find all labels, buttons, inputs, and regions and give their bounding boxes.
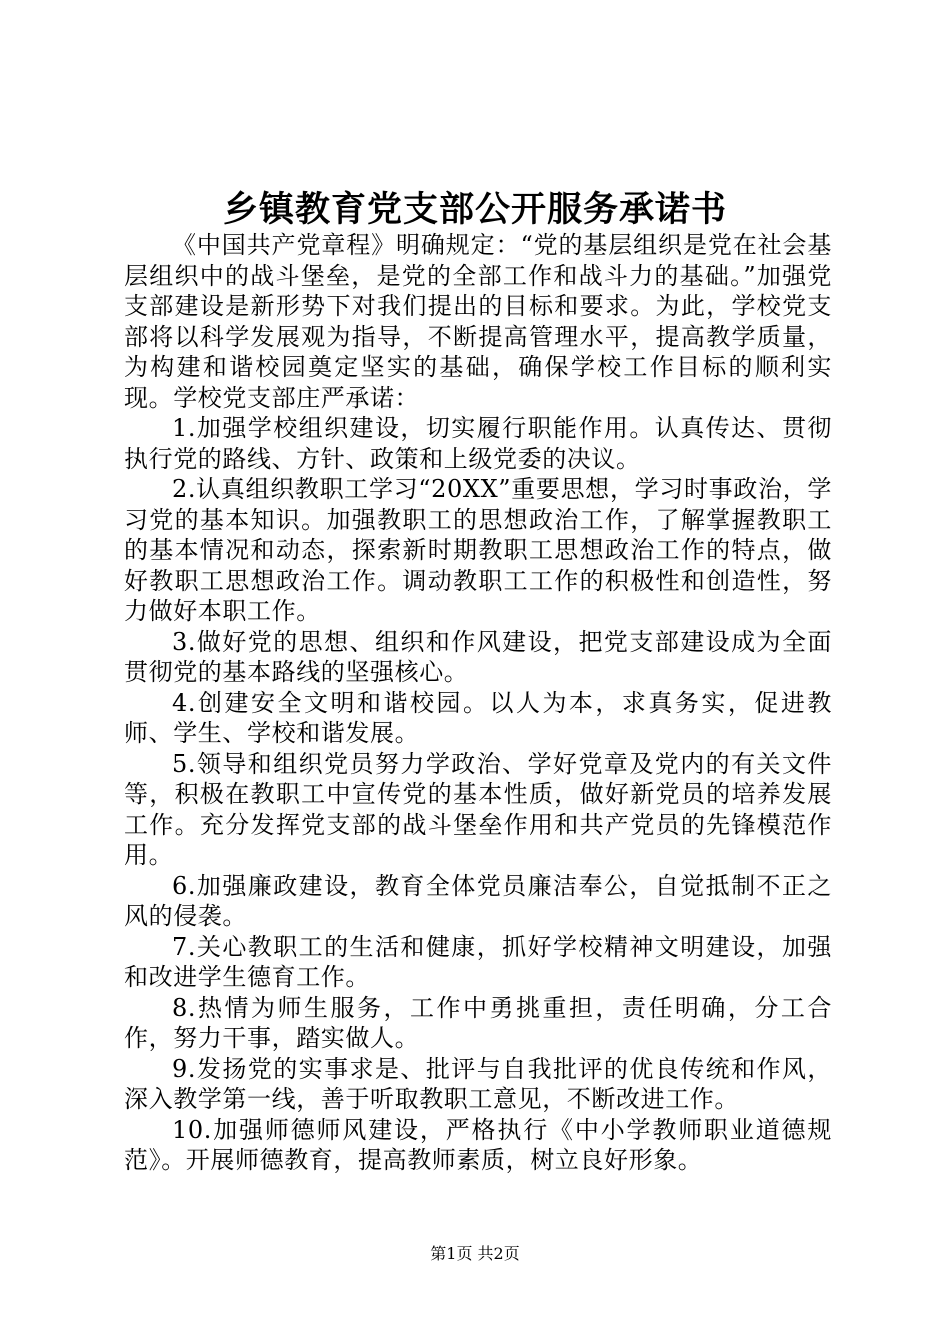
commitment-item-9: 9.发扬党的实事求是、批评与自我批评的优良传统和作风，深入教学第一线，善于听取教职工意见，不断改进工作。 (124, 1054, 832, 1113)
page-number-footer: 第1页 共2页 (430, 1244, 520, 1263)
commitment-item-7: 7.关心教职工的生活和健康，抓好学校精神文明建设，加强和改进学生德育工作。 (124, 932, 832, 991)
commitment-item-8: 8.热情为师生服务，工作中勇挑重担，责任明确，分工合作，努力干事，踏实做人。 (124, 993, 832, 1052)
commitment-item-2: 2.认真组织教职工学习“20XX”重要思想，学习时事政治，学习党的基本知识。加强教职工的思想政治工作，了解掌握教职工的基本情况和动态，探索新时期教职工思想政治工作的特点，做好教职工思想政治工作。调动教职工工作的积极性和创造性，努力做好本职工作。 (124, 475, 832, 625)
commitment-item-1: 1.加强学校组织建设，切实履行职能作用。认真传达、贯彻执行党的路线、方针、政策和上级党委的决议。 (124, 414, 832, 473)
commitment-item-6: 6.加强廉政建设，教育全体党员廉洁奉公，自觉抵制不正之风的侵袭。 (124, 871, 832, 930)
commitment-item-10: 10.加强师德师风建设，严格执行《中小学教师职业道德规范》。开展师德教育，提高教师素质，树立良好形象。 (124, 1115, 832, 1174)
commitment-item-4: 4.创建安全文明和谐校园。以人为本，求真务实，促进教师、学生、学校和谐发展。 (124, 688, 832, 747)
document-title: 乡镇教育党支部公开服务承诺书 (222, 189, 727, 230)
commitment-item-5: 5.领导和组织党员努力学政治、学好党章及党内的有关文件等，积极在教职工中宣传党的基本性质，做好新党员的培养发展工作。充分发挥党支部的战斗堡垒作用和共产党员的先锋模范作用。 (124, 749, 832, 869)
intro-paragraph: 《中国共产党章程》明确规定：“党的基层组织是党在社会基层组织中的战斗堡垒，是党的全部工作和战斗力的基础。”加强党支部建设是新形势下对我们提出的目标和要求。为此，学校党支部将以科学发展观为指导，不断提高管理水平，提高教学质量，为构建和谐校园奠定坚实的基础，确保学校工作目标的顺利实现。学校党支部庄严承诺： (124, 231, 832, 412)
commitment-item-3: 3.做好党的思想、组织和作风建设，把党支部建设成为全面贯彻党的基本路线的坚强核心。 (124, 627, 832, 686)
document-body (124, 230, 832, 1176)
